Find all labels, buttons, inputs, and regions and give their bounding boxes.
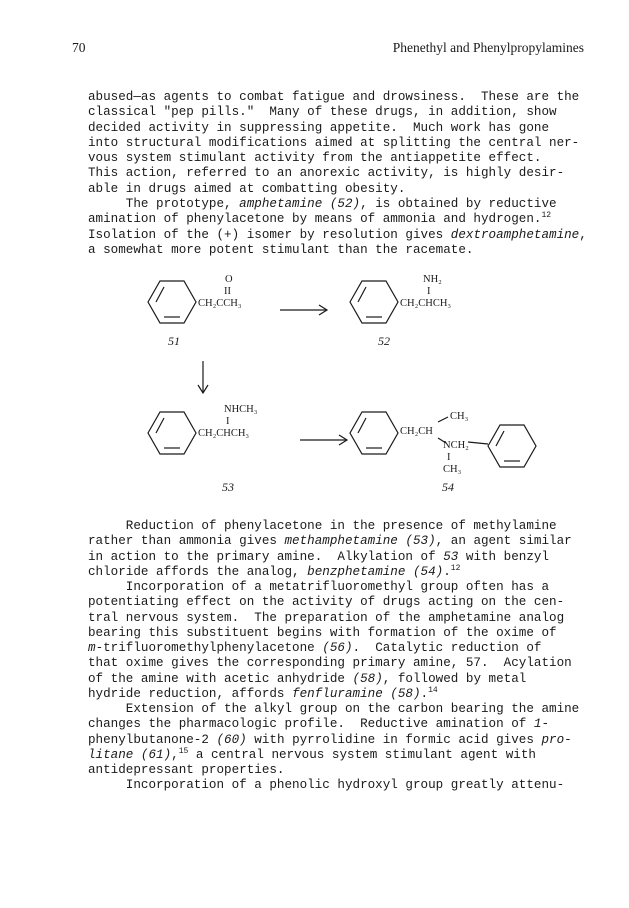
text-line: The prototype, amphetamine (52), is obtained by reductive (88, 197, 557, 211)
text-line: chloride affords the analog, benzphetamine (54).$^{12}$ (88, 563, 461, 579)
text-line: Extension of the alkyl group on the carbon bearing the amine (88, 702, 580, 716)
text-line: decided activity in suppressing appetite. Much work has gone (88, 120, 550, 135)
running-title: Phenethyl and Phenylpropylamines (392, 40, 584, 55)
drug-name: pro- (541, 732, 572, 747)
text-line: Incorporation of a metatrifluoromethyl group often has a (88, 580, 550, 594)
text-line: litane (61),$^{15}$ a central nervous system stimulant agent with (88, 746, 536, 762)
compound-reference: (60) (216, 732, 247, 747)
paragraph-6 (88, 778, 588, 793)
compound-label-52: 52 (378, 334, 390, 348)
side-chain-52: CH₂CHCH₃ (400, 298, 452, 309)
methyl-bond (438, 417, 448, 422)
text-line: a somewhat more potent stimulant than the racemate. (88, 242, 474, 257)
benzene-ring-54b (488, 425, 536, 467)
methyl-group-54: CH₃ (450, 411, 469, 422)
side-chain-51: CH₂CCH₃ (198, 298, 242, 309)
compound-label-51: 51 (168, 334, 180, 348)
drug-name: litane (61) (88, 747, 172, 762)
n-methyl-group-54: CH₃ (443, 464, 462, 475)
arrow-51-to-52 (280, 305, 327, 315)
benzene-ring-52 (350, 281, 398, 323)
text-line: that oxime gives the corresponding primary amine, 57. Acylation (88, 656, 572, 671)
paragraph-4 (88, 580, 588, 702)
text-line: into structural modifications aimed at splitting the central ner- (88, 135, 580, 150)
reference-superscript: 12 (450, 563, 461, 573)
compound-reference: (56) (322, 641, 353, 656)
amine-group-52: NH₂ (423, 274, 442, 285)
reference-superscript: 14 (428, 686, 438, 696)
single-bond-mark: I (427, 286, 431, 297)
text-line: amination of phenylacetone by means of ammonia and hydrogen.$^{12}$ (88, 211, 552, 227)
amine-group-53: NHCH₃ (224, 404, 258, 415)
single-bond-mark: I (226, 416, 230, 427)
side-chain-53: CH₂CHCH₃ (198, 428, 250, 439)
drug-name: amphetamine (52) (239, 197, 361, 211)
text-line: hydride reduction, affords fenfluramine (58).$^{14}$ (88, 686, 438, 702)
side-chain-54: CH₂CH (400, 426, 433, 437)
benzylamine-group-54: NCH₂ (443, 440, 469, 451)
compound-label-53: 53 (222, 480, 234, 494)
text-line: rather than ammonia gives methamphetamine (53), an agent similar (88, 534, 572, 549)
text-line: tral nervous system. The preparation of the amphetamine analog (88, 610, 565, 625)
text-line: of the amine with acetic anhydride (58), followed by metal (88, 671, 527, 686)
text-line: antidepressant properties. (88, 763, 285, 778)
text-line: bearing this substituent begins with formation of the oxime of (88, 625, 557, 640)
text-line: vous system stimulant activity from the antiappetite effect. (88, 151, 542, 166)
text-line: classical "pep pills." Many of these drugs, in addition, show (88, 105, 557, 120)
compound-reference: (58) (352, 671, 383, 686)
page-number: 70 (72, 40, 86, 55)
text-line: Isolation of the (+) isomer by resolution gives dextroamphetamine, (88, 227, 587, 242)
benzene-ring-51 (148, 281, 196, 323)
text-line: changes the pharmacologic profile. Reductive amination of 1- (88, 717, 550, 732)
double-bond-mark: II (224, 286, 231, 297)
drug-name: fenfluramine (58) (292, 687, 421, 702)
page-header (72, 40, 584, 60)
text-line: m-trifluoromethylphenylacetone (56). Catalytic reduction of (88, 641, 542, 656)
drug-name: benzphetamine (54) (307, 564, 444, 579)
compound-reference: 53 (443, 549, 459, 564)
compound-label-54: 54 (442, 480, 454, 494)
text-line: Reduction of phenylacetone in the presence of methylamine (88, 519, 557, 533)
benzyl-bond (468, 442, 488, 444)
paragraph-2 (88, 197, 588, 258)
text-line: phenylbutanone-2 (60) with pyrrolidine in formic acid gives pro- (88, 732, 572, 747)
paragraph-5 (88, 702, 588, 778)
reference-superscript: 15 (178, 746, 189, 756)
drug-name: methamphetamine (53) (284, 534, 436, 549)
paragraph-3 (88, 519, 588, 580)
text-line: potentiating effect on the activity of drugs acting on the cen- (88, 595, 565, 610)
carbonyl-oxygen: O (225, 274, 233, 285)
reference-superscript: 12 (541, 211, 552, 221)
text-line: abused—as agents to combat fatigue and drowsiness. These are the (88, 90, 580, 104)
arrow-51-to-53 (198, 361, 208, 393)
drug-name: dextroamphetamine (450, 227, 580, 242)
benzene-ring-53 (148, 412, 196, 454)
reaction-scheme (140, 268, 540, 513)
arrow-53-to-54 (300, 435, 347, 445)
paragraph-1 (88, 90, 588, 197)
text-line: Incorporation of a phenolic hydroxyl group greatly attenu- (88, 778, 565, 792)
text-line: This action, referred to an anorexic activity, is highly desir- (88, 166, 565, 181)
text-line: in action to the primary amine. Alkylation of 53 with benzyl (88, 549, 550, 564)
single-bond-mark: I (447, 452, 451, 463)
benzene-ring-54a (350, 412, 398, 454)
text-line: able in drugs aimed at combatting obesity. (88, 181, 406, 196)
